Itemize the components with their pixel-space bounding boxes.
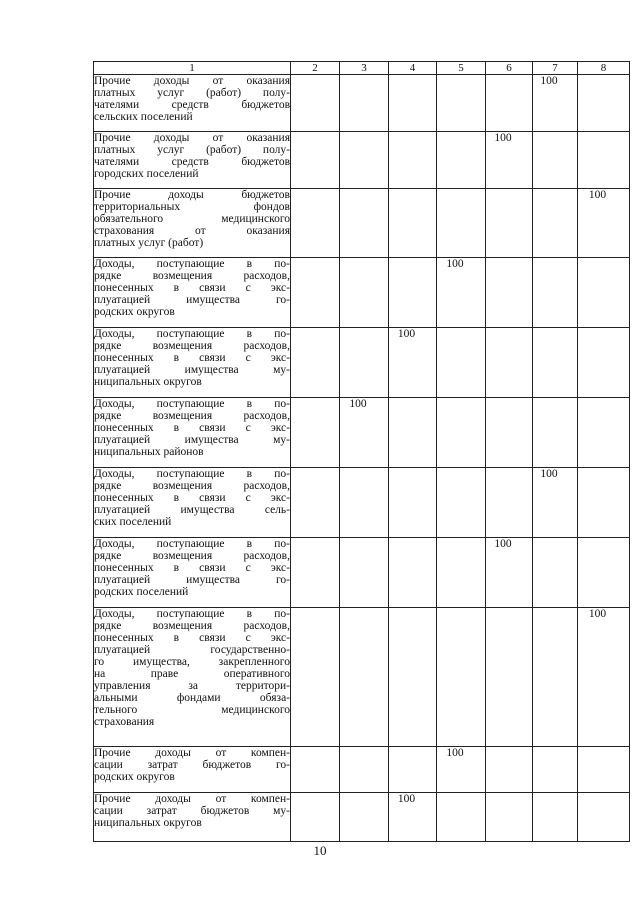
value-cell-col-3 — [340, 258, 389, 328]
value-cell-col-8 — [578, 747, 630, 793]
value-cell-col-2 — [291, 538, 340, 608]
description-line: сации затрат бюджетов го- — [94, 759, 290, 771]
value-cell-col-4 — [389, 538, 437, 608]
description-line: понесенных в связи с экс- — [94, 632, 290, 644]
value-cell-col-5 — [437, 538, 486, 608]
page-number: 10 — [313, 843, 327, 858]
value-cell-col-5 — [437, 468, 486, 538]
value-cell-col-4 — [389, 468, 437, 538]
value-cell-col-4 — [389, 132, 437, 189]
description-line: плуатацией имущества сель- — [94, 504, 290, 516]
description-line: Доходы, поступающие в по- — [94, 398, 290, 410]
value-cell-col-4 — [389, 258, 437, 328]
value-cell-col-7 — [533, 328, 578, 398]
value-cell-col-8 — [578, 328, 630, 398]
value-cell-col-8 — [578, 608, 630, 747]
description-line: платных услуг (работ) полу- — [94, 87, 290, 99]
value-cell-col-6 — [486, 75, 533, 132]
value-cell-col-5 — [437, 189, 486, 258]
value-text: 100 — [588, 608, 607, 620]
table-row — [94, 398, 630, 468]
value-cell-col-6 — [486, 328, 533, 398]
column-header-6: 6 — [486, 62, 533, 75]
value-cell-col-5 — [437, 608, 486, 747]
value-cell-col-5 — [437, 747, 486, 793]
table-row — [94, 132, 630, 189]
header-row — [94, 62, 630, 75]
value-cell-col-2 — [291, 608, 340, 747]
value-cell-col-2 — [291, 793, 340, 842]
description-line: Прочие доходы от оказания — [94, 75, 290, 87]
value-cell-col-8 — [578, 258, 630, 328]
value-cell-col-2 — [291, 189, 340, 258]
description-line: Доходы, поступающие в по- — [94, 608, 290, 620]
column-header-1: 1 — [94, 62, 291, 75]
column-header-3: 3 — [340, 62, 389, 75]
value-cell-col-2 — [291, 468, 340, 538]
table-body — [94, 75, 630, 842]
description-line: чателями средств бюджетов — [94, 99, 290, 111]
description-line: рядке возмещения расходов, — [94, 620, 290, 632]
description-line: сельских поселений — [94, 111, 193, 123]
description-line: на праве оперативного — [94, 668, 290, 680]
value-cell-col-7 — [533, 132, 578, 189]
value-cell-col-7 — [533, 793, 578, 842]
description-line: ниципальных округов — [94, 376, 202, 388]
column-header-7: 7 — [533, 62, 578, 75]
row-description — [94, 328, 291, 398]
value-text: 100 — [446, 258, 464, 270]
description-line: Прочие доходы от компен- — [94, 747, 290, 759]
value-cell-col-4 — [389, 608, 437, 747]
value-cell-col-8 — [578, 538, 630, 608]
description-line: родских округов — [94, 771, 175, 783]
value-cell-col-3 — [340, 793, 389, 842]
value-cell-col-8 — [578, 468, 630, 538]
value-cell-col-5 — [437, 258, 486, 328]
description-line: рядке возмещения расходов, — [94, 550, 290, 562]
description-line: плуатацией имущества му- — [94, 364, 290, 376]
value-cell-col-6 — [486, 132, 533, 189]
value-cell-col-8 — [578, 189, 630, 258]
value-cell-col-2 — [291, 258, 340, 328]
description-line: понесенных в связи с экс- — [94, 562, 290, 574]
value-cell-col-6 — [486, 747, 533, 793]
value-text: 100 — [446, 747, 464, 759]
value-cell-col-7 — [533, 75, 578, 132]
description-line: Доходы, поступающие в по- — [94, 468, 290, 480]
description-line: тельного медицинского — [94, 704, 290, 716]
value-cell-col-2 — [291, 132, 340, 189]
value-text: 100 — [494, 538, 512, 550]
value-cell-col-2 — [291, 328, 340, 398]
value-cell-col-5 — [437, 398, 486, 468]
value-cell-col-4 — [389, 398, 437, 468]
description-line: управления за территори- — [94, 680, 290, 692]
column-header-2: 2 — [291, 62, 340, 75]
description-line: понесенных в связи с экс- — [94, 422, 290, 434]
row-description — [94, 189, 291, 258]
value-cell-col-6 — [486, 258, 533, 328]
column-header-8: 8 — [578, 62, 630, 75]
description-line: плуатацией имущества го- — [94, 574, 290, 586]
value-cell-col-4 — [389, 75, 437, 132]
value-cell-col-8 — [578, 75, 630, 132]
value-cell-col-8 — [578, 793, 630, 842]
description-line: понесенных в связи с экс- — [94, 282, 290, 294]
description-line: чателями средств бюджетов — [94, 156, 290, 168]
row-description — [94, 747, 291, 793]
value-cell-col-2 — [291, 75, 340, 132]
value-cell-col-4 — [389, 793, 437, 842]
description-line: сации затрат бюджетов му- — [94, 805, 290, 817]
description-line: Прочие доходы от компен- — [94, 793, 290, 805]
revenue-distribution-table — [93, 61, 630, 842]
value-text: 100 — [494, 132, 512, 144]
description-line: страхования — [94, 716, 155, 728]
table-row — [94, 75, 630, 132]
description-line: ниципальных округов — [94, 817, 202, 829]
column-header-4: 4 — [389, 62, 437, 75]
description-line: городских поселений — [94, 168, 199, 180]
value-cell-col-4 — [389, 189, 437, 258]
value-cell-col-8 — [578, 398, 630, 468]
value-cell-col-3 — [340, 468, 389, 538]
description-line: альными фондами обяза- — [94, 692, 290, 704]
description-line: рядке возмещения расходов, — [94, 340, 290, 352]
description-line: ских поселений — [94, 516, 172, 528]
table-row — [94, 328, 630, 398]
value-text: 100 — [540, 75, 558, 87]
value-cell-col-4 — [389, 328, 437, 398]
table-row — [94, 189, 630, 258]
description-line: Доходы, поступающие в по- — [94, 328, 290, 340]
value-cell-col-7 — [533, 747, 578, 793]
description-line: понесенных в связи с экс- — [94, 352, 290, 364]
value-cell-col-4 — [389, 747, 437, 793]
row-description — [94, 132, 291, 189]
description-line: территориальных фондов — [94, 201, 290, 213]
description-line: Прочие доходы от оказания — [94, 132, 290, 144]
value-cell-col-7 — [533, 538, 578, 608]
description-line: плуатацией государственно- — [94, 644, 290, 656]
value-text: 100 — [397, 328, 416, 340]
description-line: родских поселений — [94, 586, 189, 598]
table-row — [94, 608, 630, 747]
value-text: 100 — [349, 398, 367, 410]
description-line: ниципальных районов — [94, 446, 204, 458]
value-cell-col-7 — [533, 608, 578, 747]
value-cell-col-2 — [291, 747, 340, 793]
row-description — [94, 75, 291, 132]
value-cell-col-6 — [486, 189, 533, 258]
value-text: 100 — [397, 793, 416, 805]
description-line: плуатацией имущества му- — [94, 434, 290, 446]
value-cell-col-3 — [340, 608, 389, 747]
value-cell-col-8 — [578, 132, 630, 189]
value-cell-col-3 — [340, 538, 389, 608]
description-line: рядке возмещения расходов, — [94, 270, 290, 282]
row-description — [94, 608, 291, 747]
description-line: рядке возмещения расходов, — [94, 410, 290, 422]
description-line: Прочие доходы бюджетов — [94, 189, 290, 201]
value-cell-col-7 — [533, 468, 578, 538]
value-cell-col-6 — [486, 538, 533, 608]
value-cell-col-7 — [533, 189, 578, 258]
table-row — [94, 468, 630, 538]
value-cell-col-6 — [486, 468, 533, 538]
value-cell-col-3 — [340, 189, 389, 258]
description-line: обязательного медицинского — [94, 213, 290, 225]
value-text: 100 — [588, 189, 607, 201]
row-description — [94, 793, 291, 842]
value-cell-col-6 — [486, 608, 533, 747]
description-line: родских округов — [94, 306, 175, 318]
value-cell-col-5 — [437, 328, 486, 398]
value-cell-col-2 — [291, 398, 340, 468]
value-cell-col-6 — [486, 398, 533, 468]
value-cell-col-7 — [533, 258, 578, 328]
description-line: платных услуг (работ) полу- — [94, 144, 290, 156]
table-row — [94, 258, 630, 328]
value-cell-col-3 — [340, 398, 389, 468]
description-line: понесенных в связи с экс- — [94, 492, 290, 504]
value-cell-col-5 — [437, 75, 486, 132]
description-line: Доходы, поступающие в по- — [94, 538, 290, 550]
column-header-5: 5 — [437, 62, 486, 75]
table-row — [94, 538, 630, 608]
value-cell-col-6 — [486, 793, 533, 842]
description-line: платных услуг (работ) — [94, 237, 204, 249]
value-text: 100 — [540, 468, 558, 480]
description-line: го имущества, закрепленного — [94, 656, 290, 668]
value-cell-col-3 — [340, 132, 389, 189]
row-description — [94, 538, 291, 608]
description-line: рядке возмещения расходов, — [94, 480, 290, 492]
value-cell-col-3 — [340, 747, 389, 793]
description-line: Доходы, поступающие в по- — [94, 258, 290, 270]
row-description — [94, 258, 291, 328]
description-line: страхования от оказания — [94, 225, 290, 237]
value-cell-col-7 — [533, 398, 578, 468]
value-cell-col-5 — [437, 132, 486, 189]
value-cell-col-3 — [340, 328, 389, 398]
table-row — [94, 747, 630, 793]
row-description — [94, 398, 291, 468]
value-cell-col-3 — [340, 75, 389, 132]
description-line: плуатацией имущества го- — [94, 294, 290, 306]
table-row — [94, 793, 630, 842]
row-description — [94, 468, 291, 538]
value-cell-col-5 — [437, 793, 486, 842]
